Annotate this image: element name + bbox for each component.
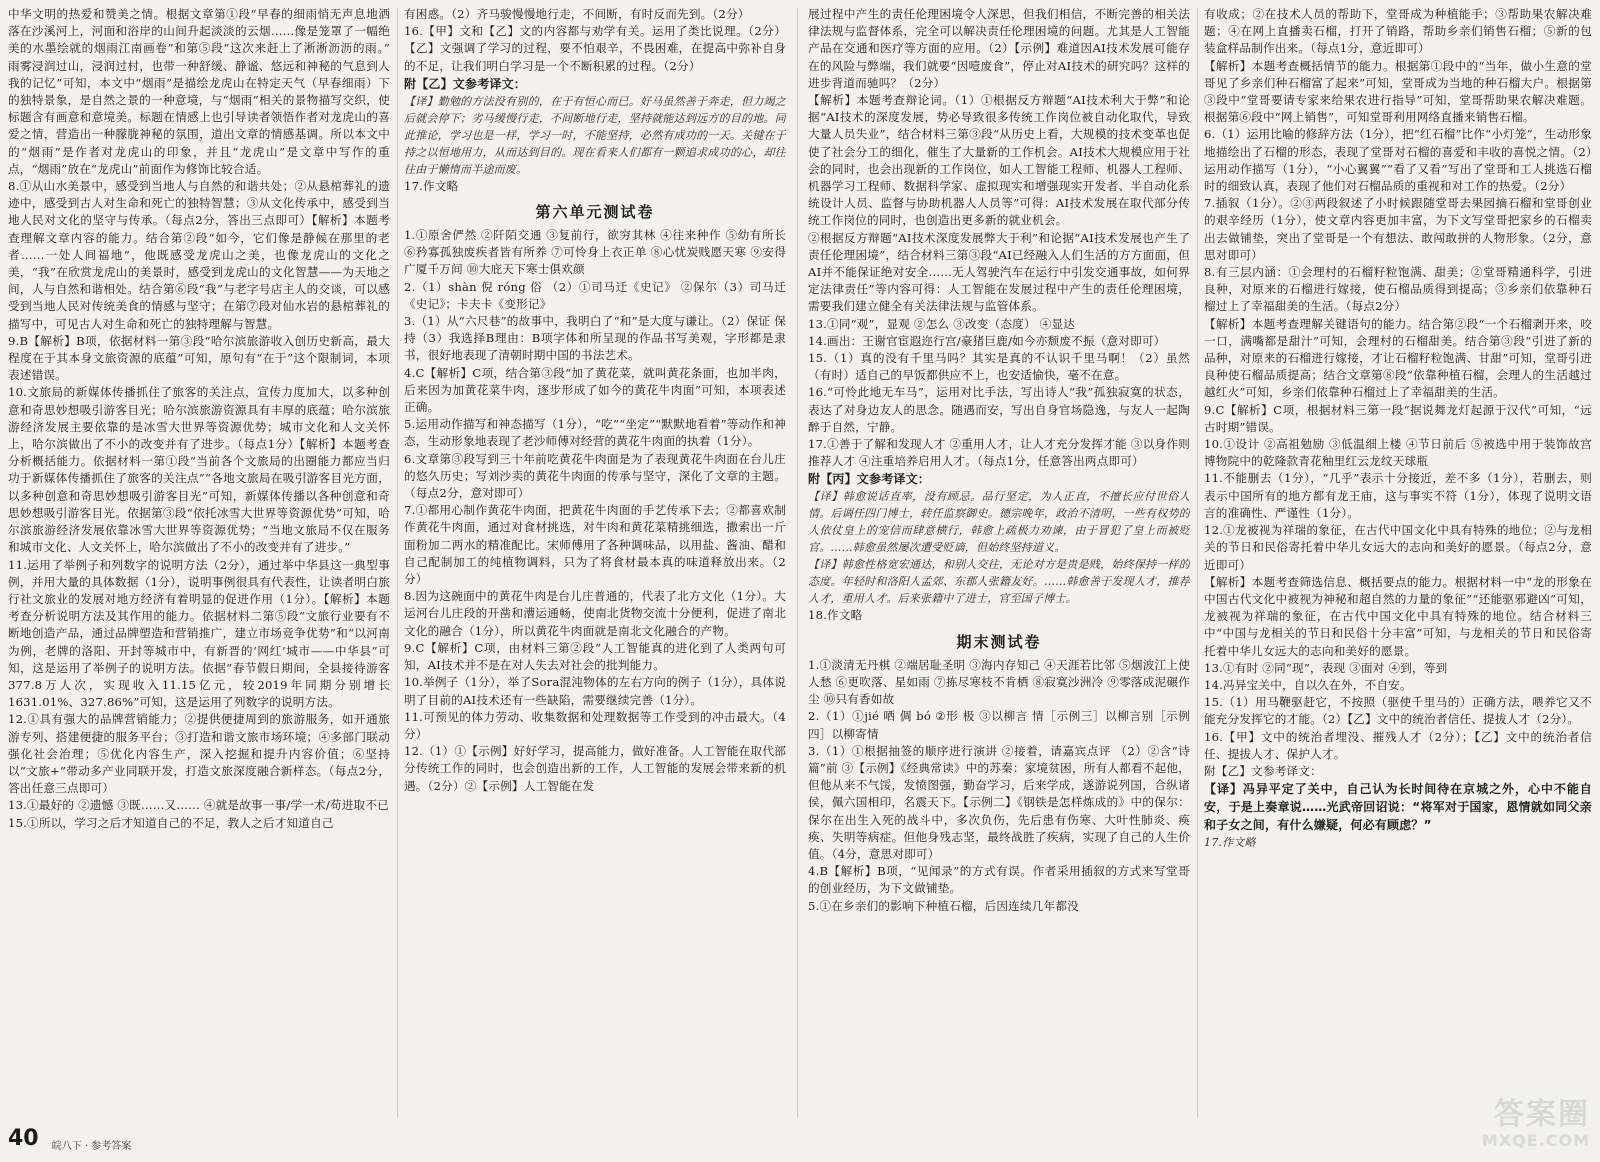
col3-para-8: 17.①善于了解和发现人才 ②重用人才，让人才充分发挥才能 ③以身作则推荐人才 ④注重培养启用人才。（每点1分，任意答出两点即可） <box>808 437 1190 469</box>
column-divider <box>397 8 398 1118</box>
col3-translation-text-1: 【译】韩愈说话直率，没有顾忌。品行坚定，为人正直，不擅长应付世俗人情。后调任四门博士，转任监察御史。德宗晚年，政治不清明，一些有权势的人依仗皇上的宠信而肆意横行，韩愈上疏极力劝谏，由于冒犯了皇上而被贬官。……韩愈虽然屡次遭受贬谪，但始终坚持道义。 <box>808 490 1190 555</box>
col3-para-18: 5.①在乡亲们的影响下种植石榴，后因连续几年都没 <box>808 898 1079 913</box>
col3-para-3: ②根据反方辩题“AI技术深度发展弊大于利”和论据“AI技术发展也产生了责任伦理困境”，结合材料三第③段“AI已经融入人们生活的方方面面，但AI并不能保证绝对安全……无人驾驶汽车在运行中引发交通事故，如何界定法律责任”等内容可得：人工智能在发展过程中产生的责任伦理困境，需要我们建立健全有关法律法规与监管体系。 <box>808 230 1190 314</box>
col2-para-15: 9.C【解析】C项，由材料三第②段“人工智能真的进化到了人类两句可知，AI技术并不是在对人失去对社会的批判能力。 <box>404 640 786 673</box>
col2-para-12: 6.文章第③段写到三十年前吃黄花牛肉面是为了表现黄花牛肉面在台儿庄的悠久历史；写刘沙卖的黄花牛肉面的传承与坚守，深化了文章的主题。（每点2分，意对即可） <box>404 451 786 501</box>
col3-translation-heading: 附【丙】文参考译文： <box>808 472 931 487</box>
col2-para-18: 12.（1）①【示例】好好学习，提高能力，做好准备。人工智能在取代部分传统工作的同时，也会创造出新的工作，人工智能的发展会带来新的机遇。（2分）②【示例】人工智能在发 <box>404 744 786 793</box>
col3-translation-text-2: 【译】韩愈性格宽宏通达，和别人交往，无论对方是贵是贱，始终保持一样的态度。年轻时和洛阳人孟郊、东郡人张籍友好。……韩愈善于发现人才，推荐人才，重用人才。后来张籍中了进士，官至国子博士。 <box>808 558 1190 606</box>
col3-para-17: 4.B【解析】B项，“见闻录”的方式有误。作者采用插叙的方式来写堂哥的创业经历，为下文做铺垫。 <box>808 864 1190 896</box>
column-divider <box>1197 8 1198 1118</box>
col4-para-10: 12.①龙被视为祥瑞的象征，在古代中国文化中具有特殊的地位；②与龙相关的节日和民俗寄托着中华儿女远大的志向和美好的愿景。（每点2分，意近即可） <box>1204 523 1592 572</box>
col1-para-2: 8.①从山水美景中，感受到当地人与自然的和谐共处；②从悬棺葬礼的遗迹中，感受到古人对生命和死亡的独特智慧；③从文化传承中，感受到当地人民对文化的坚守与传承。（每点2分，答出三点即可）【解析】本题考查理解文章内容的能力。结合第②段“如今，它们像是静候在那里的老者……一处人间福地”，他既感受龙虎山之美，也像龙虎山的文化之美，“我”在欣赏龙虎山的美景时，感受到龙虎山的文化智慧——为天地之间，人与自然和谐相处。结合第⑥段“我”与老字号店主人的交谈，可以感受到当地人民对传统美食的情感与坚守；在第⑦段对仙水岩的悬棺葬礼的描写中，可见古人对生命和死亡的独特理解与智慧。 <box>8 179 390 331</box>
col2-para-16: 10.举例子（1分），举了Sora混沌物体的左右方向的例子（1分），具体说明了目前的AI技术还有一些缺陷，需要继续完善（1分）。 <box>404 675 786 707</box>
col1-para-7: 13.①最好的 ②遗憾 ③既……又…… ④就是故事一事/学一术/苟进取不已 <box>8 798 389 813</box>
col4-para-15: 16.【甲】文中的统治者埋没、摧残人才（2分）；【乙】文中的统治者信任、提拔人才、保护人才。 <box>1204 729 1592 761</box>
col2-para-essay: 17.作文略 <box>404 178 459 193</box>
col1-para-4: 10.文旅局的新媒体传播抓住了旅客的关注点，宣传力度加大，以多种创意和奇思妙想吸引游客目光；哈尔滨旅游资源具有丰厚的底蕴；哈尔滨旅游经济发展主要依靠的是冰雪大世界等资源优势；城市文化和人文关怀上，哈尔滨做出了不小的改变并有了进步。（每点1分）【解析】本题考查分析概括能力。依据材料一第①段“当前各个文旅局的出圈能力都应当归功于新媒体传播抓住了旅客的关注点”“各地文旅局在吸引游客目光方面，以多种创意和奇思妙想吸引游客目光”可知，新媒体传播以各种创意和奇思妙想吸引游客目光。依据第③段“依托冰雪大世界等资源优势”可知，哈尔滨旅游经济发展依靠冰雪大世界等资源优势；“当地文旅局不仅在服务和城市文化、人文关怀上，哈尔滨做出了不小的改变并有了进步。” <box>8 385 390 555</box>
col4-para-1: 有收成；②在技术人员的帮助下，堂哥成为种植能手；③帮助果农解决难题；④在网上直播卖石榴，打开了销路，帮助乡亲们销售石榴；⑤新的包装盒样品制作出来。（每点1分，意近即可） <box>1204 7 1592 56</box>
watermark-text: 答案圈 <box>1494 1097 1590 1132</box>
col4-para-3: 6.（1）运用比喻的修辞方法（1分），把“红石榴”比作“小灯笼”，生动形象地描绘出了石榴的形态，表现了堂哥对石榴的喜爱和丰收的喜悦之情。（2）运用动作描写（1分），“小心翼翼”“看了又看”写出了堂哥和工人挑选石榴时的细致认真，表现了他们对石榴品质的重视和对工作的热爱。（2分） <box>1204 127 1592 194</box>
col4-para-11: 【解析】本题考查筛选信息、概括要点的能力。根据材料一中“龙的形象在中国古代文化中被视为神秘和超自然的力量的象征”“还能驱邪避凶”可知，龙被视为祥瑞的象征，在古代中国文化中具有特殊的地位。结合材料三中“中国与龙相关的节日和民俗十分丰富”可知，与龙相关的节日和民俗寄托着中华儿女远大的志向和美好的愿景。 <box>1204 574 1592 658</box>
col4-para-14: 15.（1）用马鞭驱赶它，不按照（驱使千里马的）正确方法，喂养它又不能充分发挥它的才能。（2）【乙】文中的统治者信任、提拔人才（2分）。 <box>1204 695 1592 727</box>
column-divider <box>797 8 798 1118</box>
col2-para-1: 有困惑。（2）齐马骏慢慢地行走，不间断，有时反而先到。（2分） <box>404 7 750 21</box>
col3-para-essay: 18.作文略 <box>808 608 863 623</box>
col2-para-14: 8.因为这碗面中的黄花牛肉是台儿庄普通的，代表了北方文化（1分）。大运河台儿庄段的开凿和漕运通畅，使南北货物交流十分便利，促进了南北文化的融合（1分），所以黄花牛肉面就是南北文化融合的产物。 <box>404 589 786 638</box>
column-2 <box>404 6 786 1116</box>
col3-para-5: 14.画出：王谢官宦遐迩行宫/豪猪巨鹿/如今亦颓废不振（意对即可） <box>808 333 1166 348</box>
col2-para-10: 4.C【解析】C项，结合第③段“加了黄花菜，就叫黄花条面，也加半肉，后来因为加黄花菜牛肉，逐步形成了如今的黄花牛肉面”可知，本项表述正确。 <box>404 365 786 415</box>
column-4 <box>1204 6 1592 1116</box>
col3-para-1: 展过程中产生的责任伦理困境令人深思，但我们相信，不断完善的相关法律法规与监督体系，完全可以解决责任伦理困境的问题。尤其是人工智能产品在交通和医疗等方面的应用。（2）【示例】难道因AI技术发展可能存在的风险与弊端，我们就要“因噎废食”，停止对AI技术的研究吗？这样的进步背道而驰吗？（2分） <box>808 7 1190 90</box>
col3-para-7: 16.“可怜此地无车马”，运用对比手法，写出诗人“我”孤独寂寞的状态，表达了对身边友人的思念。随遇而安，写出自身官场隐逸，与友人一起陶醉于自然，宁静。 <box>808 385 1190 434</box>
col2-translation-text: 【译】勤勉的方法没有别的，在于有恒心而已。好马虽然善于奔走，但力竭之后就会停下；劣马缓慢行走，不间断地行走，坚持就能达到远方的目的地。同此推论，学习也是一样，学习一时，不能坚持，必然有成功的一天。关键在于持之以恒地用力，从而达到目的。现在看来人们都有一颗追求成功的心，却往往由于懒惰而半途而废。 <box>404 94 786 176</box>
column-3 <box>808 6 1190 1116</box>
col1-para-5: 11.运用了举例子和列数字的说明方法（2分），通过举中华县这一典型事例，并用大量的具体数据（1分），说明事例很具有代表性，让读者明白旅行社文旅业的发展对地方经济有着明显的促进作用（1分）。【解析】本题考查分析说明方法及其作用的能力。依据材料二第⑤段“文旅行业要有不断地创造产品，通过品牌塑造和营销推广，建立市场竞争优势”和“以河南为例，老牌的洛阳、开封等城市中，有新晋的‘网红’城市——中华县”可知，这是运用了举例子的说明方法。依据“春节假日期间，全县接待游客377.8万人次，实现收入11.15亿元，较2019年同期分别增长1631.01%、327.86%”可知，这是运用了列数字的说明方法。 <box>8 557 390 710</box>
col4-para-12: 13.①有时 ②同“现”，表现 ③面对 ④到，等到 <box>1204 660 1448 675</box>
col2-para-7: 1.①原舍俨然 ②阡陌交通 ③复前行，欲穷其林 ④往来种作 ⑤幼有所长 ⑥矜寡孤独废疾者皆有所养 ⑦可怜身上衣正单 ⑧心忧炭贱愿天寒 ⑨安得广厦千万间 ⑩大庇天下寒士俱欢颜 <box>404 228 786 277</box>
col4-para-8: 10.①设计 ②高祖勉励 ③低温细上楼 ④节日前后 ⑤被选中用于装饰故宫博物院中的乾隆款青花釉里红云龙纹天球瓶 <box>1204 437 1592 469</box>
col4-para-13: 14.冯异宝关中，自以久在外，不自安。 <box>1204 677 1412 692</box>
col4-para-9: 11.不能删去（1分），“几乎”表示十分接近，差不多（1分），若删去，则表示中国所有的地方都有龙王庙，这与事实不符（1分），体现了说明文语言的准确性、严谨性（1分）。 <box>1204 471 1592 520</box>
section-title-final-exam: 期末测试卷 <box>956 632 1042 651</box>
col4-para-4: 7.插叙（1分）。②③两段叙述了小时候跟随堂哥去果园摘石榴和堂哥创业的艰辛经历（1分），使文章内容更加丰富，为下文写堂哥把家乡的石榴卖出去做铺垫，突出了堂哥是一个有想法、敢闯敢拼的人物形象。（2分，意思对即可） <box>1204 196 1592 262</box>
col4-para-5: 8.有三层内涵：①会理村的石榴籽粒饱满、甜美；②堂哥精通科学，引进良种，对原来的石榴进行嫁接，使石榴品质得到提高；③乡亲们依靠种石榴过上了幸福甜美的生活。（每点2分） <box>1204 265 1592 314</box>
col2-para-8: 2.（1）shàn 倪 róng 俗 （2）①司马迁《史记》 ②保尔（3）司马迁《史记》；卡夫卡《变形记》 <box>404 279 786 311</box>
book-label: 皖八下 · 参考答案 <box>51 1141 132 1152</box>
col1-para-1: 中华文明的热爱和赞美之情。根据文章第①段“早春的细雨悄无声息地洒落在沙溪河上，河面和浴岸的山间升起淡淡的云烟……像是笼罩了一幅绝美的水墨绘就的烟雨江南画卷”和第⑤段“这次来赶上了淅淅沥沥的雨。” 雨雾浸润过山，浸润过村，也带一种舒缓、静谧、悠远和神秘的气息到人我的记忆”可知，本文中“烟雨”是描绘龙虎山在特定天气（早春细雨）下的独特景象，是自然之景的一种意境，与“烟雨”相关的景物描写交织，使标题含有画意和意境美。标题在情感上也引导读者领悟作者对龙虎山的喜爱之情，营造出一种朦胧神秘的氛围，道出文章的情感基调。所以本文中的“烟雨”是作者对龙虎山的印象，并且“龙虎山”是文章中写作的重点，“烟雨”放在“龙虎山”前面作为修饰比较合适。 <box>8 7 390 176</box>
col4-para-6: 【解析】本题考查理解关键语句的能力。结合第②段“一个石榴剥开来，咬一口，满嘴都是甜汁”可知，会理村的石榴甜美。结合第③段“引进了新的品种，对原来的石榴进行嫁接，才让石榴籽粒饱满、甘甜”可知，堂哥引进良种使石榴品质提高；结合文章第⑧段“依靠种植石榴，会理人的生活越过越红火”可知，乡亲们依靠种石榴过上了幸福甜美的生活。 <box>1204 316 1592 400</box>
col2-para-13: 7.①都用心制作黄花牛肉面，把黄花牛肉面的手艺传承下去；②都喜欢制作黄花牛肉面，通过对食材挑选，对牛肉和黄花菜精挑细选，撒索出一斤面粉加二两水的精准配比。宋师傅用了各种调味品，以用盐、酱油、醋和自己配制加工的纯植物调料，只为了将食材最本真的味道释放出来。（2分） <box>404 503 786 587</box>
col4-para-7: 9.C【解析】C项，根据材料三第一段“据说舞龙灯起源于汉代”可知，“远古时期”错误。 <box>1204 402 1592 434</box>
col2-para-9: 3.（1）从“六尺巷”的故事中，我明白了“和”是大度与谦让。（2）保证 保持（3）我选择B理由：B项字体和所呈现的作品书写美观，字形都是隶书，很好地表现了清朝时期中国的书法艺术。 <box>404 314 786 363</box>
col3-para-6: 15.（1）真的没有千里马吗？其实是真的不认识千里马啊！（2）虽然（有时）适自己的早饭都供应不上，也安适愉快，毫不在意。 <box>808 351 1190 383</box>
page-footer <box>8 1126 131 1152</box>
col1-para-3: 9.B【解析】B项，依据材料一第③段“哈尔滨旅游收入创历史新高，最大程度在于其本身文旅资源的底蕴”可知，原句有“在于”这个限制词，本项表述错误。 <box>8 333 390 383</box>
col3-para-4: 13.①同“观”，显观 ②怎么 ③改变（态度） ④显达 <box>808 316 1076 331</box>
col2-para-2: 16.【甲】文和【乙】文的内容都与劝学有关。运用了类比说理。（2分）【乙】文强调了学习的过程，要不怕艰辛，不畏困难，在提高中弥补自身的不足，让我们明白学习是一个不断积累的过程。（2分） <box>404 24 786 73</box>
watermark-url: MXQE.COM <box>1481 1131 1590 1150</box>
col3-para-14: 1.①淡清无丹棋 ②端居耻圣明 ③海内存知己 ④天涯若比邻 ⑤烟波江上使人愁 ⑥更吹落、星如雨 ⑦拣尽寒枝不肯栖 ⑧寂寞沙洲冷 ⑨零落成泥碾作尘 ⑩只有香如故 <box>808 657 1190 707</box>
page-number: 40 <box>8 1126 39 1151</box>
col4-translation-heading: 【译】冯异平定了关中，自己认为长时间待在京城之外，心中不能自安，于是上奏章说……光武帝回诏说：“将军对于国家，恩情就如同父亲和子女之间，有什么嫌疑，何必有顾虑？” <box>1204 782 1592 833</box>
col1-para-6: 12.①具有强大的品牌营销能力；②提供便捷周到的旅游服务，如开通旅游专列、搭建便捷的服务平台；③打造和谐文旅市场环境；④多部门联动强化社会治理；⑤优化内容生产，深入挖掘和提升内容价值；⑥坚持以“文旅+”带动多产业同联开发，打造文旅深度融合新样态。（每点2分，答出任意三点即可） <box>8 712 390 796</box>
column-1 <box>8 6 390 1116</box>
col2-translation-heading: 附【乙】文参考译文： <box>404 76 527 91</box>
col2-para-17: 11.可预见的体力劳动、收集数据和处理数据等工作受到的冲击最大。（4分） <box>404 709 786 741</box>
col2-para-11: 5.运用动作描写和神态描写（1分），“吃”“坐定”“默默地看着”等动作和神态，生动形象地表现了老沙师傅对经营的黄花牛肉面的执着（1分）。 <box>404 417 786 449</box>
col4-translation-text: 17.作文略 <box>1204 836 1256 850</box>
col3-para-16: 3.（1）①根据抽签的顺序进行演讲 ②接着，请嘉宾点评 （2）②含“诗篇”前 ③【示例】《经典常读》中的苏秦：家境贫困，所有人都看不起他，但他从来不气馁，发愤图强，勤奋学习，后来学成，遂游说列国，合纵诸侯，佩六国相印，名震天下。【示例二】《钢铁是怎样炼成的》中的保尔：保尔在出生入死的战斗中，多次负伤，先后患有伤寒、大叶性肺炎、痪痪、失明等病症。但他身残志坚，最终战胜了疾病，实现了自己的人生价值。（4分，意思对即可） <box>808 743 1190 861</box>
col3-para-2: 【解析】本题考查辩论词。（1）①根据反方辩题“AI技术利大于弊”和论据“AI技术的深度发展，势必导致很多传统工作岗位被自动化取代，导致大量人员失业”，结合材料三第③段“从历史上看，大规模的技术变革也促使了社会分工的细化，催生了大量新的工作机会。AI技术大规模应用于社会的同时，也会出现新的工作岗位，如人工智能工程师、机器人工程师、机器学习工程师、数据科学家、虚拟现实和增强现实开发者、半自动化系统设计人员、监督与协助机器人人员等”可得：AI技术发展在取代部分传统工作岗位的同时，也创造出更多新的就业机会。 <box>808 93 1190 228</box>
watermark-logo <box>1420 1098 1590 1156</box>
section-title-unit6: 第六单元测试卷 <box>535 203 655 222</box>
col4-para-2: 【解析】本题考查概括情节的能力。根据第①段中的“当年，做小生意的堂哥见了乡亲们种石榴富了起来”可知，堂哥成为当地的种石榴大户。根据第③段中“堂哥要请专家来给果农进行指导”可知，堂哥帮助果农解决难题。根据第⑥段中“网上销售”，可知堂哥利用网络直播来销售石榴。 <box>1204 58 1592 125</box>
col1-para-8: 15.①所以，学习之后才知道自己的不足，教人之后才知道自己 <box>8 815 334 830</box>
col4-para-16: 附【乙】文参考译文： <box>1204 763 1322 778</box>
col3-para-15: 2.（1）①jié 哂 倜 bó ②形 极 ③以柳言 情［示例三］以柳言别［示例四］以柳寄情 <box>808 709 1190 741</box>
